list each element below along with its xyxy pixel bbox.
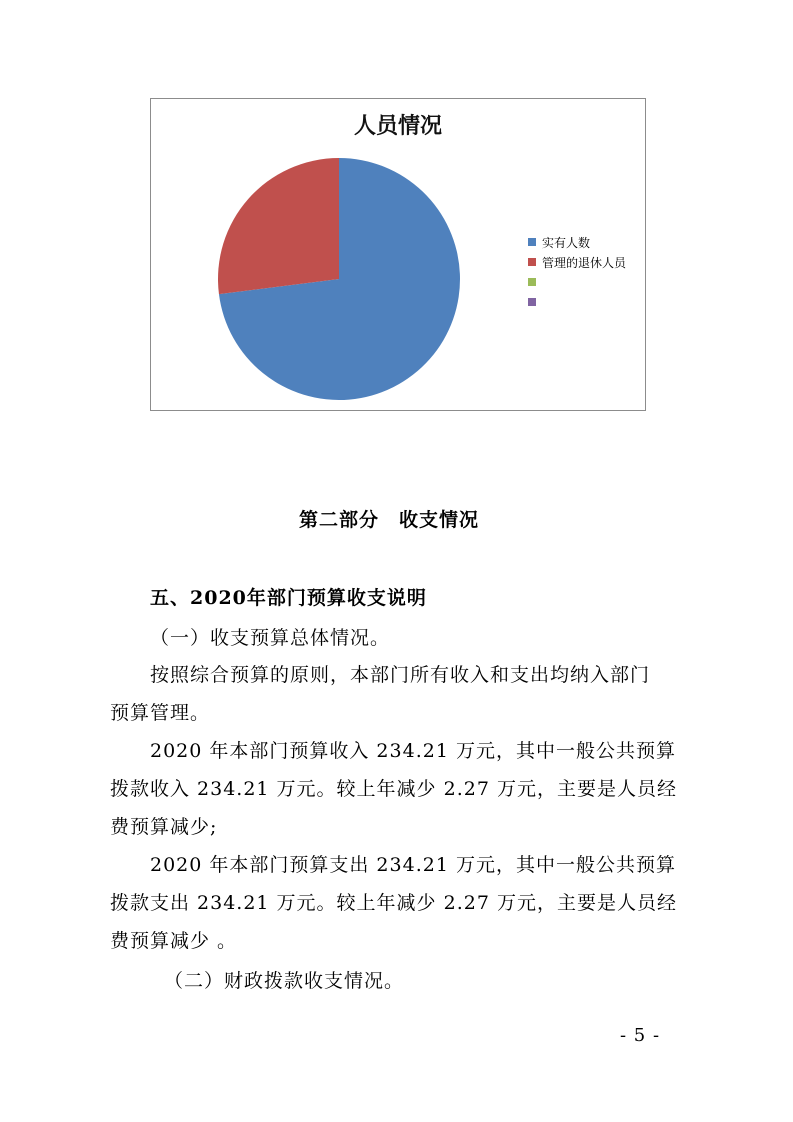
paragraph-line: 拨款收入 234.21 万元。较上年减少 2.27 万元，主要是人员经: [110, 778, 677, 800]
legend-swatch: [528, 298, 536, 306]
legend-label: 实有人数: [542, 235, 591, 250]
chart-title: 人员情况: [353, 114, 442, 139]
legend-item: [528, 272, 626, 292]
legend-swatch: [528, 278, 536, 286]
paragraph-line: 费预算减少;: [110, 816, 218, 838]
legend-item: [528, 292, 626, 312]
paragraph-line: 按照综合预算的原则，本部门所有收入和支出均纳入部门: [150, 664, 651, 686]
part-heading: 第二部分 收支情况: [299, 509, 480, 531]
legend-swatch: [528, 238, 536, 246]
paragraph-line: 拨款支出 234.21 万元。较上年减少 2.27 万元，主要是人员经: [110, 892, 677, 914]
paragraph-line: 2020 年本部门预算支出 234.21 万元，其中一般公共预算: [150, 854, 676, 876]
section-heading: 五、2020年部门预算收支说明: [150, 587, 427, 609]
paragraph-line: 2020 年本部门预算收入 234.21 万元，其中一般公共预算: [150, 740, 676, 762]
legend-item: [528, 252, 626, 272]
legend-item: [528, 232, 626, 252]
legend-label: 管理的退休人员: [542, 255, 627, 270]
pie-slice: [218, 158, 339, 294]
page-number: - 5 -: [620, 1025, 661, 1046]
paragraph-line: 费预算减少 。: [110, 930, 238, 952]
chart-legend: [528, 232, 626, 312]
subsection-heading: （二）财政拨款收支情况。: [164, 970, 405, 992]
paragraph-line: 预算管理。: [110, 702, 211, 724]
subsection-heading: （一）收支预算总体情况。: [150, 627, 391, 649]
pie-chart: [150, 98, 646, 411]
legend-swatch: [528, 258, 536, 266]
